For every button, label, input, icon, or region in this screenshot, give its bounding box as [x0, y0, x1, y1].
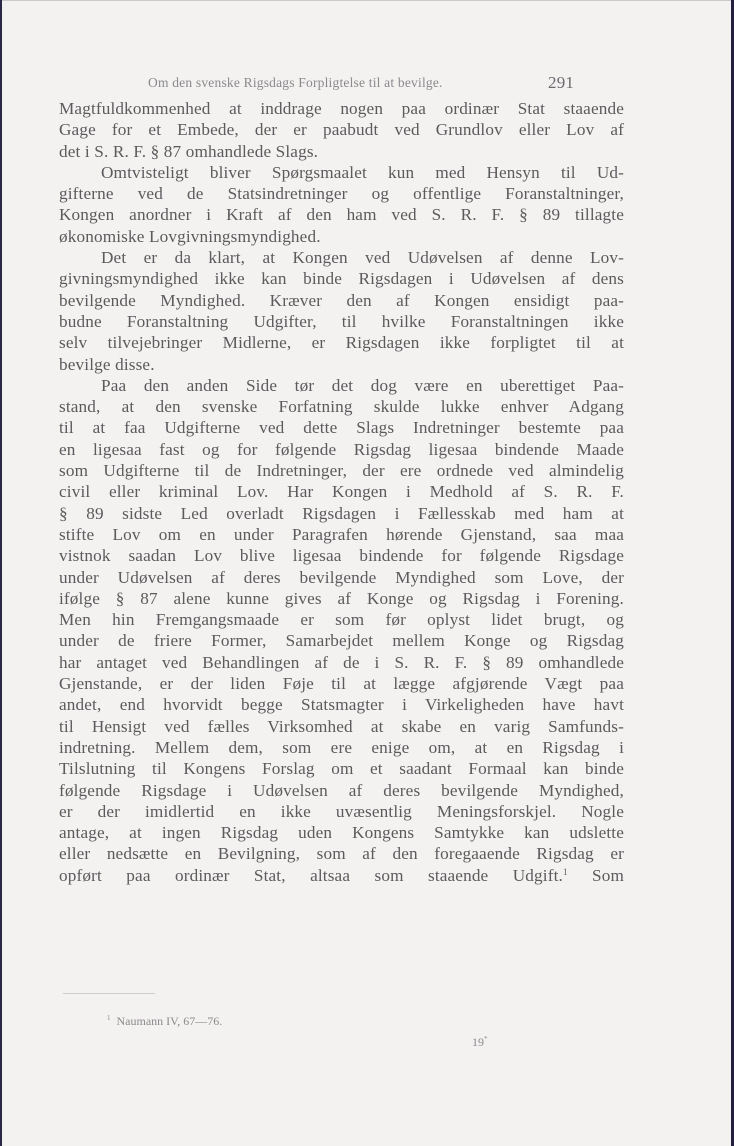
running-head: [148, 75, 658, 97]
text-line: eller nedsætte en Bevilgning, som af den foregaaende Rigsdag er: [59, 844, 624, 864]
text-line: bevilgende Myndighed. Kræver den af Kongen ensidigt paa-: [59, 290, 624, 310]
paragraph-start-line: Omtvisteligt bliver Spørgsmaalet kun med Hensyn til Ud-: [101, 162, 624, 182]
text-line: Kongen anordner i Kraft af den ham ved S. R. F. § 89 tillagte: [59, 205, 624, 225]
paragraph-start-line: Det er da klart, at Kongen ved Udøvelsen af denne Lov-: [101, 248, 624, 268]
text-line: har antaget ved Behandlingen af de i S. R. F. § 89 omhandlede: [59, 652, 624, 672]
text-line: vistnok saadan Lov blive ligesaa bindende for følgende Rigsdage: [59, 546, 624, 566]
page-number: 291: [548, 73, 575, 92]
text-line: det i S. R. F. § 87 omhandlede Slags.: [59, 141, 319, 161]
footnote-text: Naumann IV, 67—76.: [116, 1014, 223, 1028]
signature-number: 19: [472, 1035, 484, 1049]
text-line: § 89 sidste Led overladt Rigsdagen i Fællesskab med ham at: [59, 503, 624, 523]
footnote-divider: [63, 993, 155, 994]
text-line: andet, end hvorvidt begge Statsmagter i Virkeligheden have havt: [59, 695, 624, 715]
catchword: Som: [592, 865, 624, 885]
text-line: en ligesaa fast og for følgende Rigsdag ligesaa bindende Maade: [59, 439, 624, 459]
text-line: Gage for et Embede, der er paabudt ved Grundlov eller Lov af: [59, 120, 624, 140]
text-line-with-footnote: [59, 865, 624, 886]
footnote: [107, 1014, 222, 1029]
signature-asterisk: *: [484, 1035, 488, 1043]
text-line: antage, at ingen Rigsdag uden Kongens Samtykke kan udslette: [59, 823, 624, 843]
text-line: stand, at den svenske Forfatning skulde lukke enhver Adgang: [59, 397, 624, 417]
printer-signature: [472, 1035, 488, 1050]
text-line: Gjenstande, er der liden Føje til at lægge afgjørende Vægt paa: [59, 674, 624, 694]
text-line: følgende Rigsdage i Udøvelsen af deres bevilgende Myndighed,: [59, 780, 624, 800]
text-line: under de friere Former, Samarbejdet mellem Konge og Rigsdag: [59, 631, 624, 651]
text-line: civil eller kriminal Lov. Har Kongen i Medhold af S. R. F.: [59, 482, 624, 502]
text-line: bevilge disse.: [59, 354, 155, 374]
text-line: Men hin Fremgangsmaade er som før oplyst lidet brugt, og: [59, 610, 624, 630]
running-head-title: Om den svenske Rigsdags Forpligtelse til at bevilge.: [148, 75, 443, 90]
text-line-content: opført paa ordinær Stat, altsaa som staaende Udgift.: [59, 865, 563, 885]
footnote-reference[interactable]: 1: [562, 866, 568, 877]
text-line: Tilslutning til Kongens Forslag om et saadant Formaal kan binde: [59, 759, 624, 779]
text-line: indretning. Mellem dem, som ere enige om, at en Rigsdag i: [59, 737, 624, 757]
text-line: er der imidlertid en ikke uvæsentlig Meningsforskjel. Nogle: [59, 801, 624, 821]
body-text: [59, 98, 624, 886]
text-line: under Udøvelsen af deres bevilgende Myndighed som Love, der: [59, 567, 624, 587]
text-line: økonomiske Lovgivningsmyndighed.: [59, 226, 321, 246]
page-edge-left: [0, 0, 2, 1146]
footnote-marker: 1: [107, 1014, 111, 1022]
text-line: stifte Lov om en under Paragrafen hørende Gjenstand, saa maa: [59, 524, 624, 544]
text-line: gifterne ved de Statsindretninger og offentlige Foranstaltninger,: [59, 184, 624, 204]
text-line: til at faa Udgifterne ved dette Slags Indretninger bestemte paa: [59, 418, 624, 438]
text-line: selv tilvejebringer Midlerne, er Rigsdagen ikke forpligtet til at: [59, 333, 624, 353]
text-line: ifølge § 87 alene kunne gives af Konge og Rigsdag i Forening.: [59, 588, 624, 608]
text-line: som Udgifterne til de Indretninger, der ere ordnede ved almindelig: [59, 461, 624, 481]
page-edge-top: [0, 0, 734, 1]
paragraph-start-line: Paa den anden Side tør det dog være en uberettiget Paa-: [101, 375, 624, 395]
text-line: til Hensigt ved fælles Virksomhed at skabe en varig Samfunds-: [59, 716, 624, 736]
text-line: Magtfuldkommenhed at inddrage nogen paa ordinær Stat staaende: [59, 99, 624, 118]
text-line: budne Foranstaltning Udgifter, til hvilke Foranstaltningen ikke: [59, 311, 624, 331]
text-line: givningsmyndighed ikke kan binde Rigsdagen i Udøvelsen af dens: [59, 269, 624, 289]
